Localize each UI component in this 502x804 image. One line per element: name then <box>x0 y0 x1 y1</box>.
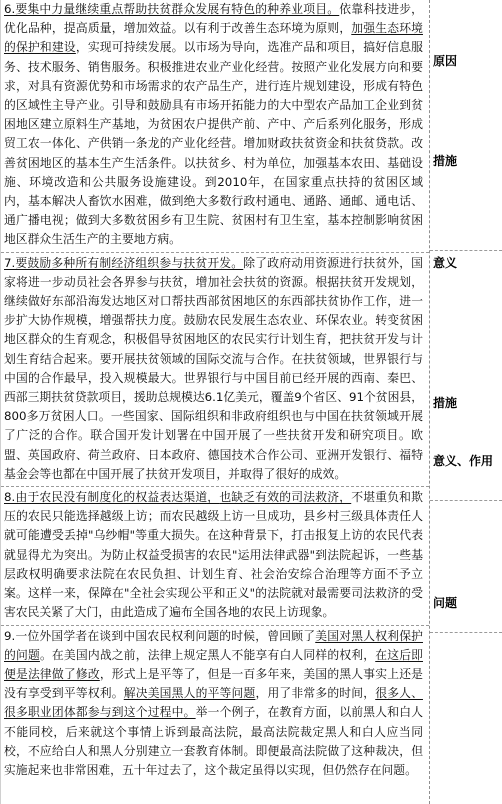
paragraph-7 <box>1 252 429 484</box>
paragraph-8-underlined: 也缺乏有效的司法救济， <box>219 490 352 505</box>
paragraph-9-text-4: ，用了非常多的时间， <box>255 686 376 701</box>
side-divider-2 <box>430 500 502 501</box>
side-label-measures-2: 措施 <box>433 396 458 410</box>
side-label-measures-1: 措施 <box>433 154 458 168</box>
paragraph-9-text-5: 举一个例子，在教育方面，以前黑人和白人不能同校，后来就这个事情上诉到最高法院，最高法院裁定黑人和白人应当同校，不应给白人和黑人分别建立一套教育体制。即便最高法院做了这种裁决，但实施起来也非常困难，五十年过去了，这个裁定虽得以实现，但仍然存在问题。 <box>4 705 423 777</box>
paragraph-7-heading: 7.要鼓励多种所有制经济组织参与扶贫开发。 <box>4 255 244 270</box>
paragraph-9-underlined-4: 很多人、很多职业团体都参与到这个过程中。 <box>4 686 423 720</box>
paragraph-6-heading: 6.要集中力量继续重点帮助扶贫群众发展有特色的种养业项目。 <box>4 2 340 16</box>
side-label-significance-2: 意义、作用 <box>433 454 494 468</box>
side-label-reason: 原因 <box>433 54 458 68</box>
paragraph-9-text-2: 。在美国内战之前，法律上规定黑人不能享有白人同样的权利， <box>39 647 376 662</box>
paragraph-6-text-1: 依靠科技进步，优化品种，提高质量，增加效益。以有利于改善生态环境为原则， <box>4 2 423 36</box>
paragraph-6-underlined: 加强生态环境的保护和建设 <box>4 21 423 55</box>
paragraph-8 <box>1 486 429 622</box>
paragraph-8-heading: 8.由于农民没有制度化的权益表达渠道， <box>4 490 220 505</box>
side-divider-3 <box>430 632 502 633</box>
side-divider-1 <box>430 250 502 251</box>
annotation-column <box>430 0 502 804</box>
paragraph-9-text-3: ，形式上是平等了，但是一百多年来，美国的黑人事实上还是没有享受到平等权利。 <box>4 666 423 701</box>
paragraph-9-underlined-1: 美国对黑人权利保护的问题 <box>4 628 423 662</box>
paragraph-9-underlined-3: 解决美国黑人的平等问题 <box>123 686 256 701</box>
paragraph-6 <box>1 0 429 250</box>
paragraph-7-text: 除了政府动用资源进行扶贫外，国家将进一步动员社会各界参与扶贫，增加社会扶贫的资源。根据扶贫开发规划，继续做好东部沿海发达地区对口帮扶西部贫困地区的东西部扶贫协作工作，进一步扩大协作规模，增强帮扶力度。鼓励农民发展生态农业、环保农业。转变贫困地区群众的生育观念，积极倡导贫困地区的农民实行计划生育，把扶贫开发与计划生育结合起来。要开展扶贫领域的国际交流与合作。在扶贫领域，世界银行与中国的合作最早，投入规模最大。世界银行与中国目前已经开展的西南、秦巴、西部三期扶贫贷款项目，援助总规模达6.1亿美元，覆盖9个省区、91个贫困县，800多万贫困人口。一些国家、国际组织和非政府组织也与中国在扶贫领域开展了广泛的合作。联合国开发计划署在中国开展了一些扶贫开发和研究项目。欧盟、英国政府、荷兰政府、日本政府、德国技术合作公司、亚洲开发银行、福特基金会等也都在中国开展了扶贫开发项目，并取得了很好的成效。 <box>4 255 423 481</box>
paragraph-9 <box>1 625 429 781</box>
paragraph-9-underlined-2: 在这后即便是法律做了修改 <box>4 647 423 681</box>
side-label-significance-1: 意义 <box>433 256 458 270</box>
paragraph-8-text: 不堪重负和欺压的农民只能选择越级上访；而农民越级上访一旦成功，县乡村三级具体责任人就可能遭受丢掉"乌纱帽"等重大损失。在这种背景下，打击报复上访的农民代表就显得尤为突出。为防止权益受损害的农民"运用法律武器"到法院起诉，一些基层政权明确要求法院在农民负担、计划生育、社会治安综合治理等方面不予立案。这样一来，保障在"全社会实现公平和正义"的法院就对最需要司法救济的受害农民关紧了大门，由此造成了遍布全国各地的农民上访现象。 <box>4 490 423 620</box>
paragraph-9-text-1: 9.一位外国学者在谈到中国农民权利问题的时候，曾回顾了 <box>4 628 316 643</box>
side-label-problem: 问题 <box>433 596 458 610</box>
paragraph-6-text-2: ，实现可持续发展。以市场为导向，选准产品和项目，搞好信息服务、技术服务、销售服务。积极推进农业产业化经营。按照产业化发展方向和要求，对具有资源优势和市场需求的农产品生产，进行连片规划建设，形成有特色的区域性主导产业。引导和鼓励具有市场开拓能力的大中型农产品加工企业到贫困地区建立原料生产基地，为贫困农户提供产前、产中、产后系列化服务，形成贸工农一体化、产供销一条龙的产业化经营。增加财政扶贫资金和扶贫贷款。改善贫困地区的基本生产生活条件。以扶贫乡、村为单位，加强基本农田、基础设施、环境改造和公共服务设施建设。到2010年，在国家重点扶持的贫困区域内，基本解决人畜饮水困难，做到绝大多数行政村通电、通路、通邮、通电话、通广播电视；做到大多数贫困乡有卫生院、贫困村有卫生室，基本控制影响贫困地区群众生活生产的主要地方病。 <box>4 40 423 247</box>
